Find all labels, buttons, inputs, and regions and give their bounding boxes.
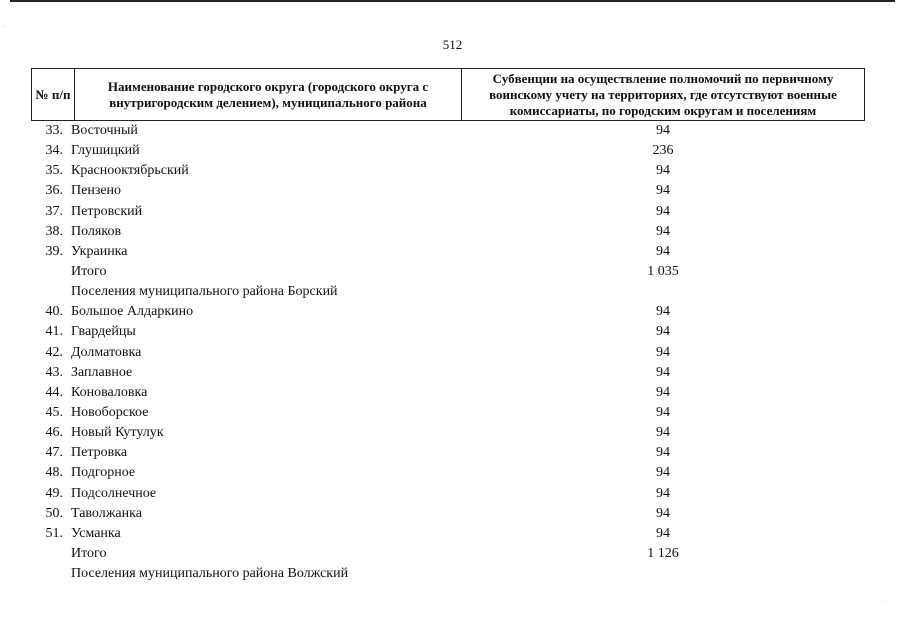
header-name-column: Наименование городского округа (городского округа с внутригородским делением), муниципального района [75, 69, 462, 120]
page-number: 512 [442, 37, 463, 52]
table-body [31, 121, 865, 584]
row-name: Поляков [71, 223, 122, 239]
row-value: 94 [656, 505, 670, 521]
row-name: Коноваловка [71, 384, 148, 400]
row-number: 39. [45, 243, 63, 259]
table-row [31, 121, 865, 141]
row-number: 38. [45, 223, 63, 239]
row-value: 94 [656, 344, 670, 360]
row-number: 33. [45, 123, 63, 139]
row-number: 46. [45, 425, 63, 441]
table-row [31, 302, 865, 322]
row-number: 51. [45, 525, 63, 541]
row-number: 35. [45, 163, 63, 179]
table-row [31, 161, 865, 181]
row-value: 94 [656, 405, 670, 421]
row-value: 1 126 [647, 546, 679, 562]
header-subvention-column: Субвенции на осуществление полномочий по первичному воинскому учету на территориях, где отсутствуют военные комиссариаты, по городским округам и поселениям [489, 70, 837, 118]
row-value: 94 [656, 384, 670, 400]
row-name: Поселения муниципального района Борский [71, 284, 338, 300]
row-name: Заплавное [71, 364, 133, 380]
table-row [31, 242, 865, 262]
table-row [31, 524, 865, 544]
scan-speck: · [882, 598, 884, 604]
row-name: Гвардейцы [71, 324, 136, 340]
row-number: 37. [45, 203, 63, 219]
section-heading-row [31, 564, 865, 584]
row-value: 94 [656, 465, 670, 481]
table-row [31, 423, 865, 443]
row-name: Новый Кутулук [71, 425, 164, 441]
row-value: 94 [656, 324, 670, 340]
row-value: 94 [656, 485, 670, 501]
row-value: 94 [656, 525, 670, 541]
row-number: 41. [45, 324, 63, 340]
table-row [31, 222, 865, 242]
row-name: Восточный [71, 123, 138, 139]
table-row [31, 363, 865, 383]
total-row [31, 262, 865, 282]
header-number-column: № п/п [32, 69, 75, 120]
row-number: 36. [45, 183, 63, 199]
row-name: Итого [71, 546, 107, 562]
row-number: 48. [45, 465, 63, 481]
table-row [31, 504, 865, 524]
row-value: 94 [656, 445, 670, 461]
table-header [31, 68, 865, 121]
row-name: Украинка [71, 243, 128, 259]
row-name: Краснооктябрьский [71, 163, 189, 179]
row-number: 49. [45, 485, 63, 501]
total-row [31, 544, 865, 564]
table-row [31, 202, 865, 222]
row-value: 94 [656, 183, 670, 199]
row-value: 94 [656, 223, 670, 239]
row-value: 94 [656, 123, 670, 139]
row-name: Подсолнечное [71, 485, 157, 501]
row-name: Пензено [71, 183, 122, 199]
row-value: 94 [656, 304, 670, 320]
row-number: 50. [45, 505, 63, 521]
row-value: 94 [656, 425, 670, 441]
row-value: 1 035 [647, 264, 679, 280]
table-row [31, 343, 865, 363]
table-row [31, 443, 865, 463]
row-name: Петровка [71, 445, 128, 461]
table-row [31, 484, 865, 504]
row-name: Усманка [71, 525, 121, 541]
row-value: 94 [656, 203, 670, 219]
top-border-line [10, 0, 895, 2]
row-number: 47. [45, 445, 63, 461]
table-row [31, 181, 865, 201]
row-name: Подгорное [71, 465, 136, 481]
table-row [31, 141, 865, 161]
row-value: 94 [656, 243, 670, 259]
section-heading-row [31, 282, 865, 302]
row-number: 43. [45, 364, 63, 380]
row-name: Таволжанка [71, 505, 142, 521]
row-value: 94 [656, 364, 670, 380]
row-value: 94 [656, 163, 670, 179]
table-row [31, 463, 865, 483]
row-name: Итого [71, 264, 107, 280]
row-number: 42. [45, 344, 63, 360]
row-name: Глушицкий [71, 143, 140, 159]
row-name: Новоборское [71, 405, 149, 421]
scan-speck: · [2, 24, 4, 30]
row-number: 45. [45, 405, 63, 421]
row-name: Долматовка [71, 344, 142, 360]
row-number: 44. [45, 384, 63, 400]
row-name: Поселения муниципального района Волжский [71, 566, 349, 582]
row-number: 40. [45, 304, 63, 320]
row-value: 236 [652, 143, 674, 159]
row-name: Петровский [71, 203, 143, 219]
row-name: Большое Алдаркино [71, 304, 194, 320]
table-row [31, 403, 865, 423]
scan-speck: · [415, 346, 417, 352]
table-row [31, 322, 865, 342]
table-row [31, 383, 865, 403]
row-number: 34. [45, 143, 63, 159]
